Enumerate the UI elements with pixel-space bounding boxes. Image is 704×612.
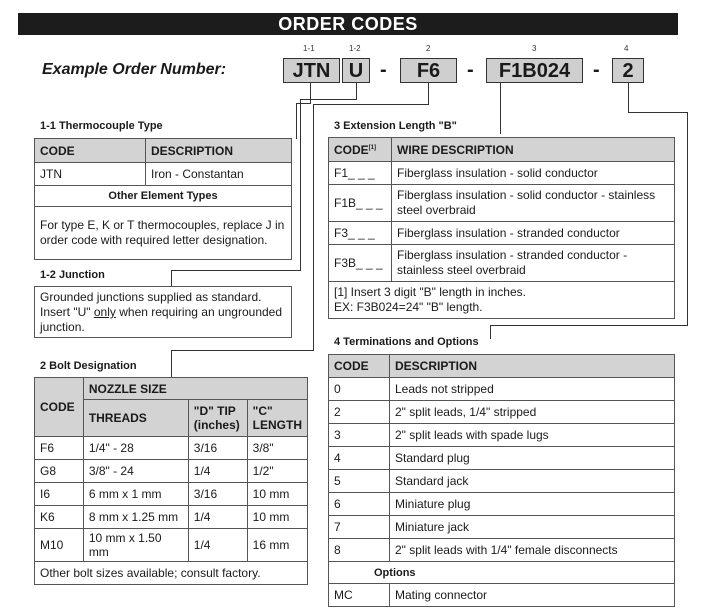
col-header-threads: THREADS (83, 400, 188, 437)
connector-line (313, 104, 429, 105)
col-header-code: CODE (329, 355, 390, 378)
table-row (329, 378, 675, 401)
thermocouple-title: 1-1 Thermocouple Type (40, 120, 163, 132)
connector-line (500, 83, 501, 134)
extension-note (329, 282, 675, 319)
table-cell: 2" split leads with spade lugs (390, 424, 675, 447)
connector-line (171, 270, 172, 286)
connector-line (171, 350, 314, 351)
code-box-extension: F1B024 (486, 58, 583, 83)
table-cell: 6 mm x 1 mm (83, 483, 188, 506)
junction-text: Grounded junctions supplied as standard. Insert "U" (40, 290, 262, 319)
example-order-label: Example Order Number: (42, 61, 227, 78)
table-cell: 2 (329, 401, 390, 424)
table-cell: 1/2" (247, 460, 307, 483)
table-cell: 16 mm (247, 529, 307, 562)
dash: - (380, 59, 387, 81)
bolt-note: Other bolt sizes available; consult factory. (35, 562, 308, 585)
connector-line (296, 103, 297, 139)
table-cell: 0 (329, 378, 390, 401)
table-cell: F1_ _ _ (329, 162, 392, 185)
connector-line (490, 325, 688, 326)
table-row (329, 424, 675, 447)
bolt-table (34, 377, 308, 585)
table-row (329, 185, 675, 222)
table-cell: 10 mm (247, 483, 307, 506)
table-row (329, 516, 675, 539)
connector-line (300, 99, 301, 270)
table-row (329, 470, 675, 493)
table-cell: F1B_ _ _ (329, 185, 392, 222)
connector-line (628, 112, 688, 113)
table-cell: 1/4 (188, 460, 247, 483)
col-header-description: DESCRIPTION (146, 139, 292, 163)
table-cell: F6 (35, 437, 84, 460)
table-cell: Miniature jack (390, 516, 675, 539)
thermocouple-table (34, 138, 292, 260)
col-header-wire-description: WIRE DESCRIPTION (392, 138, 675, 162)
table-cell: JTN (35, 163, 146, 186)
connector-line (171, 270, 301, 271)
col-header-code-label: CODE (334, 142, 369, 157)
table-cell: Standard plug (390, 447, 675, 470)
table-cell: 10 mm (247, 506, 307, 529)
dash: - (467, 59, 474, 81)
terminations-title: 4 Terminations and Options (334, 336, 479, 348)
connector-line (428, 83, 429, 105)
table-cell: 6 (329, 493, 390, 516)
connector-line (313, 104, 314, 350)
col-header-code (329, 138, 392, 162)
table-cell: Fiberglass insulation - solid conductor (392, 162, 675, 185)
table-cell: 3/8" (247, 437, 307, 460)
connector-line (628, 83, 629, 113)
table-cell: 4 (329, 447, 390, 470)
table-cell: 10 mm x 1.50 mm (83, 529, 188, 562)
table-row (35, 437, 308, 460)
table-cell: 8 mm x 1.25 mm (83, 506, 188, 529)
table-cell: G8 (35, 460, 84, 483)
table-cell: M10 (35, 529, 84, 562)
code-box-bolt: F6 (400, 58, 457, 83)
table-row (329, 245, 675, 282)
table-cell: I6 (35, 483, 84, 506)
table-cell: F3B_ _ _ (329, 245, 392, 282)
other-element-types-title: Other Element Types (35, 186, 292, 207)
connector-line (687, 112, 688, 326)
connector-line (490, 325, 491, 339)
connector-line (310, 83, 311, 104)
table-row (329, 222, 675, 245)
table-cell: 3 (329, 424, 390, 447)
junction-title: 1-2 Junction (40, 269, 105, 281)
part-number-3: 3 (532, 44, 537, 53)
dash: - (593, 59, 600, 81)
extension-note-line1: [1] Insert 3 digit "B" length in inches. (334, 285, 526, 299)
table-cell: F3_ _ _ (329, 222, 392, 245)
junction-only: only (93, 305, 116, 319)
col-header-code: CODE (35, 378, 84, 437)
extension-table (328, 137, 675, 319)
table-cell: 3/16 (188, 483, 247, 506)
table-row (35, 529, 308, 562)
table-row (329, 539, 675, 562)
part-number-2: 2 (426, 44, 431, 53)
part-number-4: 4 (624, 44, 629, 53)
table-cell: 2" split leads with 1/4" female disconnects (390, 539, 675, 562)
table-row (329, 401, 675, 424)
col-header-nozzle-size: NOZZLE SIZE (83, 378, 307, 400)
table-cell: MC (329, 584, 390, 607)
table-cell: 3/16 (188, 437, 247, 460)
extension-note-line2: EX: F3B024=24" "B" length. (334, 300, 483, 314)
table-cell: 7 (329, 516, 390, 539)
terminations-table (328, 354, 675, 607)
table-cell: Leads not stripped (390, 378, 675, 401)
junction-text: when requiring an ungrounded junction. (40, 305, 283, 334)
table-cell: 2" split leads, 1/4" stripped (390, 401, 675, 424)
code-box-thermocouple: JTN (283, 58, 340, 83)
table-cell: Fiberglass insulation - stranded conductor - stainless steel overbraid (392, 245, 675, 282)
table-cell: Fiberglass insulation - stranded conductor (392, 222, 675, 245)
table-cell: Fiberglass insulation - solid conductor - stainless steel overbraid (392, 185, 675, 222)
table-cell: Standard jack (390, 470, 675, 493)
table-cell: 1/4 (188, 529, 247, 562)
connector-line (300, 99, 357, 100)
table-row (35, 460, 308, 483)
table-row (329, 493, 675, 516)
bolt-title: 2 Bolt Designation (40, 360, 137, 372)
options-title: Options (329, 562, 675, 584)
col-header-code: CODE (35, 139, 146, 163)
col-header-description: DESCRIPTION (390, 355, 675, 378)
code-box-termination: 2 (612, 58, 644, 83)
table-cell: K6 (35, 506, 84, 529)
connector-line (171, 350, 172, 377)
footnote-marker: [1] (368, 144, 377, 151)
code-box-junction: U (342, 58, 370, 83)
table-cell: 1/4" - 28 (83, 437, 188, 460)
table-cell: 8 (329, 539, 390, 562)
part-number-1-1: 1-1 (303, 44, 315, 53)
table-cell: Miniature plug (390, 493, 675, 516)
table-row (329, 584, 675, 607)
table-row (329, 162, 675, 185)
other-element-types-text: For type E, K or T thermocouples, replace J in order code with required letter designation. (35, 207, 292, 260)
table-cell: Mating connector (390, 584, 675, 607)
table-cell: Iron - Constantan (146, 163, 292, 186)
table-row (35, 483, 308, 506)
table-cell: 1/4 (188, 506, 247, 529)
junction-note (34, 286, 292, 338)
table-cell: 3/8" - 24 (83, 460, 188, 483)
connector-line (356, 83, 357, 100)
table-row (329, 447, 675, 470)
order-codes-banner: ORDER CODES (18, 13, 678, 35)
table-row (35, 506, 308, 529)
col-header-d-tip: "D" TIP (inches) (188, 400, 247, 437)
table-cell: 5 (329, 470, 390, 493)
connector-line (296, 103, 311, 104)
col-header-c-length: "C" LENGTH (247, 400, 307, 437)
part-number-1-2: 1-2 (349, 44, 361, 53)
extension-title: 3 Extension Length "B" (334, 120, 457, 132)
